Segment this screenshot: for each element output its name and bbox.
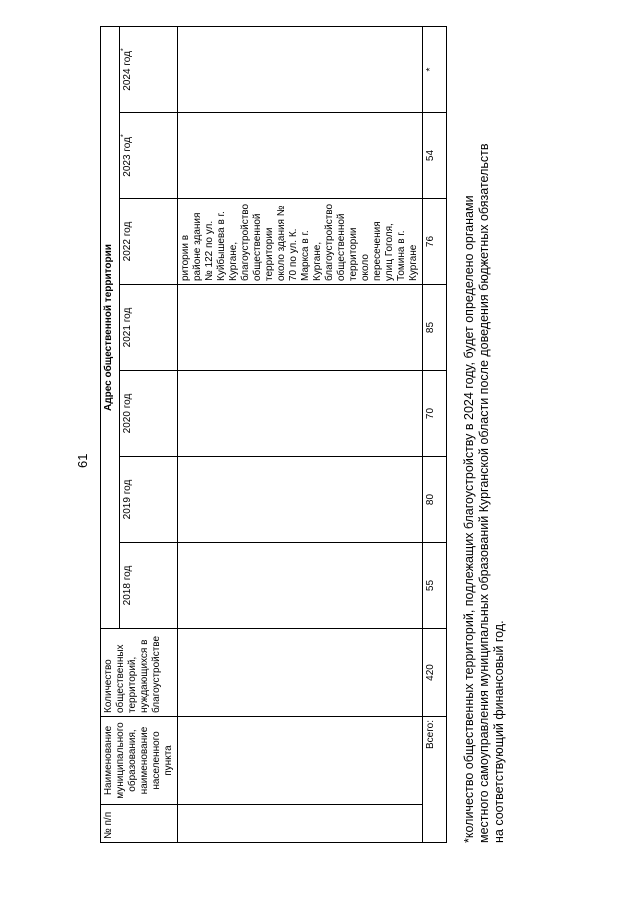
total-label: Всего: [423,717,447,843]
header-address: Адрес общественной территории [101,27,120,629]
footnote-line-2: местного самоуправления муниципальных образований Курганской области после доведения бюджетных обязательств [477,143,491,843]
total-2020: 70 [423,371,447,457]
cell-2018 [178,543,423,629]
footnote-mark: * [120,48,128,52]
cell-2024 [178,27,423,113]
header-year-2018: 2018 год [119,543,177,629]
footnote-line-1: *количество общественных территорий, подлежащих благоустройству в 2024 году, будет определено органами [462,195,476,843]
header-year-2020: 2020 год [119,371,177,457]
total-2024: * [423,27,447,113]
footnote [462,38,507,843]
total-2022: 76 [423,199,447,285]
header-year-2023: 2023 год* [119,113,177,199]
header-municipality: Наименование муниципального образования, наименование населенного пункта [101,717,178,805]
cell-count [178,629,423,717]
header-num: № п/п [101,805,178,843]
cell-2019 [178,457,423,543]
data-row [178,27,423,843]
header-row-1 [101,27,120,843]
footnote-line-3: на соответствующий финансовый год. [492,620,506,843]
total-row [423,27,447,843]
total-2021: 85 [423,285,447,371]
header-year-2024: 2024 год* [119,27,177,113]
header-year-2021: 2021 год [119,285,177,371]
cell-municipality [178,717,423,805]
page-number: 61 [75,453,90,468]
cell-2021 [178,285,423,371]
total-2023: 54 [423,113,447,199]
territories-table [100,26,447,843]
total-2018: 55 [423,543,447,629]
header-count: Количество общественных территорий, нуждающихся в благоустройстве [101,629,178,717]
cell-2022: ритории в районе здания № 122 по ул. Куйбышева в г. Кургане, благоустройство общественной территории около здания № 70 по ул. К. Маркса в г. Кургане, благоустройство общественной территории около пересечения улиц Гоголя, Томина в г. Кургане [178,199,423,285]
header-year-2022: 2022 год [119,199,177,285]
footnote-mark: * [120,134,128,138]
total-2019: 80 [423,457,447,543]
cell-2023 [178,113,423,199]
total-count: 420 [423,629,447,717]
header-year-2019: 2019 год [119,457,177,543]
cell-2020 [178,371,423,457]
cell-num [178,805,423,843]
